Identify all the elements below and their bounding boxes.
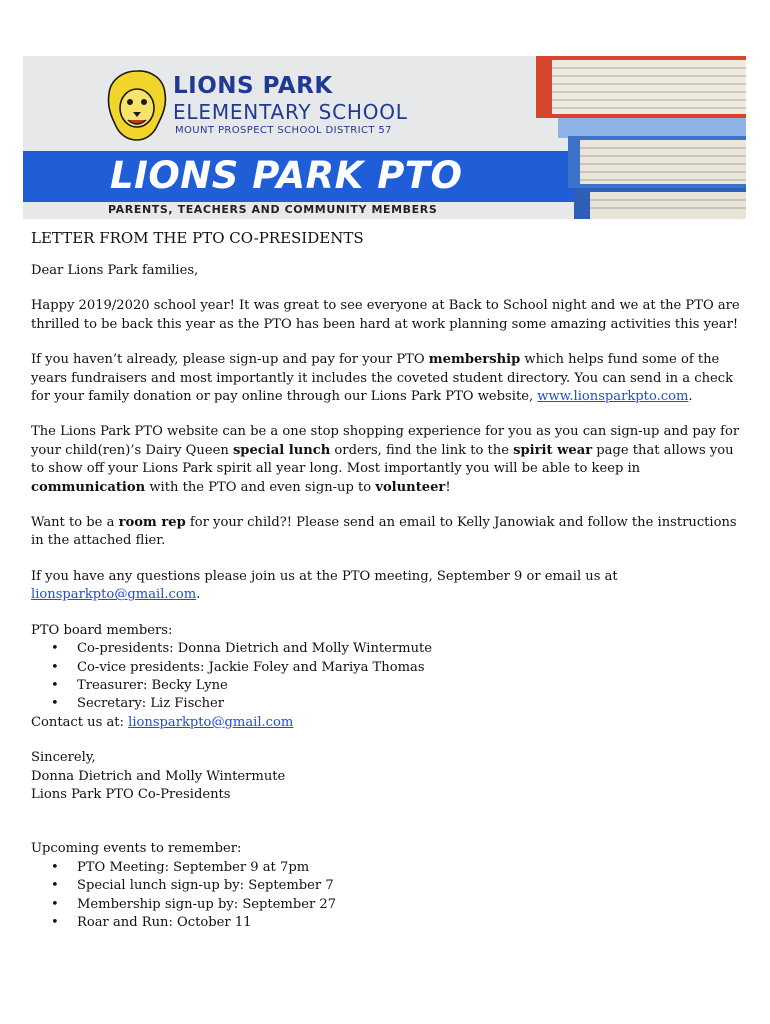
paragraph-membership: If you haven’t already, please sign-up and pay for your PTO membership which helps fund some of the years fundraisers and most importantly it includes the coveted student directory. You can send in a check for your family donation or pay online through our Lions Park PTO website, www.lionsparkpto.com.	[31, 352, 734, 405]
list-item: • Roar and Run: October 11	[77, 914, 743, 932]
signers: Donna Dietrich and Molly Wintermute	[31, 768, 286, 784]
list-item: • Treasurer: Becky Lyne	[77, 677, 743, 695]
email-link[interactable]: lionsparkpto@gmail.com	[31, 587, 197, 603]
events-title: Upcoming events to remember:	[31, 841, 242, 857]
school-subtitle: ELEMENTARY SCHOOL	[173, 100, 408, 124]
stacked-books-image	[518, 56, 746, 219]
signoff: Sincerely,	[31, 750, 96, 766]
website-link[interactable]: www.lionsparkpto.com	[537, 389, 689, 405]
list-item: • Membership sign-up by: September 27	[77, 896, 743, 914]
paragraph-website: The Lions Park PTO website can be a one stop shopping experience for you as you can sign-up and pay for your child(ren)’s Dairy Queen special lunch orders, find the link to the spirit wear page that allows you to show off your Lions Park spirit all year long. Most importantly you will be able to keep in communication with the PTO and even sign-up to volunteer!	[31, 424, 740, 495]
spirit-wear-emphasis: spirit wear	[513, 442, 593, 458]
communication-emphasis: communication	[31, 479, 146, 495]
paragraph-room-rep: Want to be a room rep for your child?! Please send an email to Kelly Janowiak and follow the instructions in the attached flier.	[31, 515, 737, 549]
list-item: • Special lunch sign-up by: September 7	[77, 877, 743, 895]
school-name: LIONS PARK	[173, 73, 333, 99]
pto-tagline: PARENTS, TEACHERS AND COMMUNITY MEMBERS	[108, 203, 438, 216]
school-district: MOUNT PROSPECT SCHOOL DISTRICT 57	[175, 125, 392, 136]
list-item: • Co-vice presidents: Jackie Foley and Mariya Thomas	[77, 659, 743, 677]
list-item: • Secretary: Liz Fischer	[77, 695, 743, 713]
lion-mascot-icon	[106, 68, 168, 142]
greeting: Dear Lions Park families,	[31, 263, 199, 278]
events-list	[31, 859, 743, 933]
list-item: • PTO Meeting: September 9 at 7pm	[77, 859, 743, 877]
paragraph-questions: If you have any questions please join us at the PTO meeting, September 9 or email us at lionsparkpto@gmail.com.	[31, 568, 618, 603]
special-lunch-emphasis: special lunch	[232, 442, 331, 458]
contact-email-link[interactable]: lionsparkpto@gmail.com	[128, 714, 294, 730]
board-member-list	[31, 640, 743, 714]
letter-body	[31, 228, 743, 932]
room-rep-emphasis: room rep	[118, 515, 186, 531]
pto-title: LIONS PARK PTO	[110, 154, 463, 197]
board-title: PTO board members:	[31, 622, 173, 638]
signer-title: Lions Park PTO Co-Presidents	[31, 786, 231, 802]
paragraph-welcome: Happy 2019/2020 school year! It was great to see everyone at Back to School night and we at the PTO are thrilled to be back this year as the PTO has been hard at work planning some amazing activities this year!	[31, 298, 740, 332]
header-banner	[23, 56, 746, 219]
list-item: • Co-presidents: Donna Dietrich and Molly Wintermute	[77, 640, 743, 658]
membership-emphasis: membership	[428, 352, 521, 368]
contact-line: Contact us at: lionsparkpto@gmail.com	[31, 714, 294, 730]
volunteer-emphasis: volunteer	[375, 479, 446, 495]
letter-heading: LETTER FROM THE PTO CO-PRESIDENTS	[31, 229, 364, 247]
